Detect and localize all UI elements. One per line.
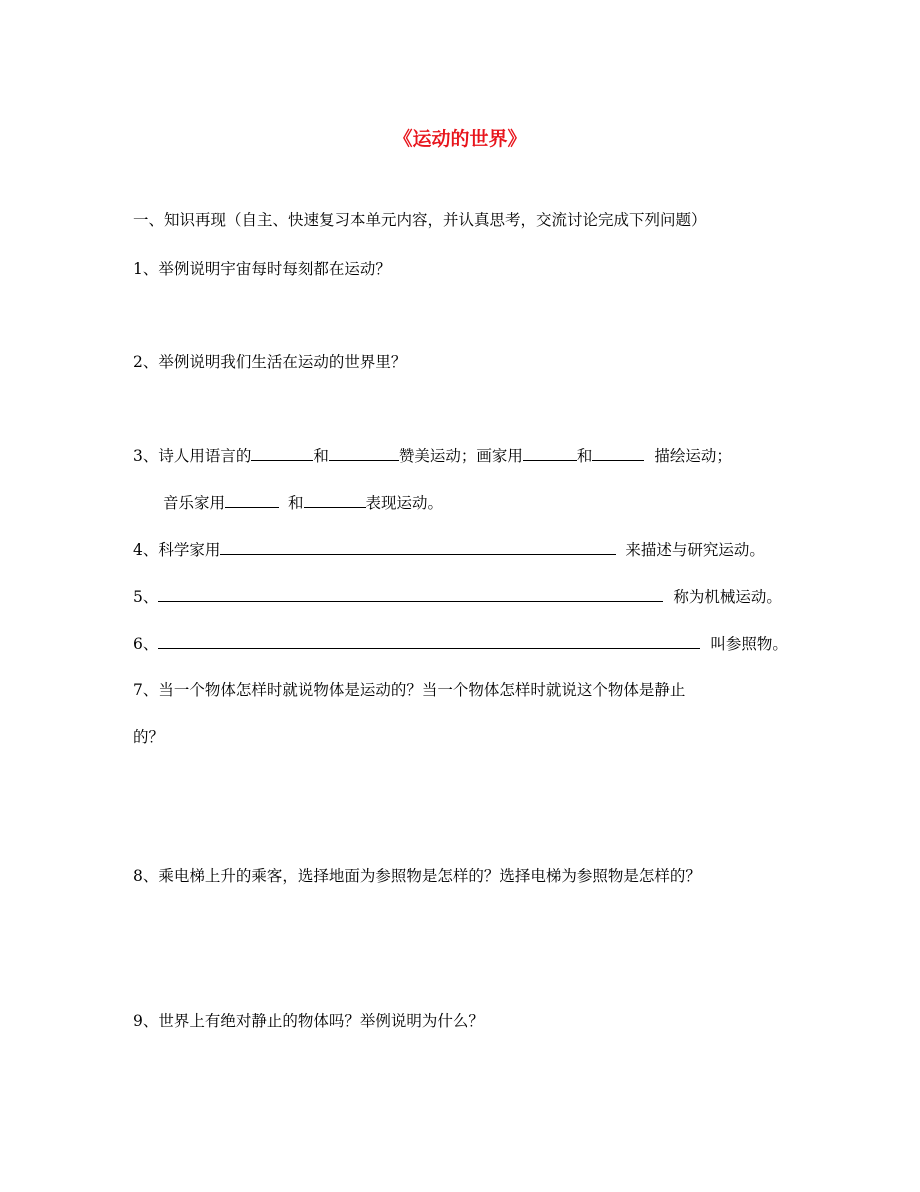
q3-and-2: 和: [576, 447, 593, 465]
q6-prefix: 6、: [133, 635, 159, 653]
question-9: 9、世界上有绝对静止的物体吗？举例说明为什么？: [133, 1012, 484, 1030]
answer-blank[interactable]: [158, 633, 700, 649]
answer-blank[interactable]: [523, 445, 577, 461]
q3-line2-prefix: 音乐家用: [163, 494, 226, 512]
answer-blank[interactable]: [158, 586, 663, 602]
q3-text-3: 描绘运动；: [654, 447, 732, 465]
question-7-line-2: 的？: [133, 728, 165, 746]
question-4: [133, 539, 765, 560]
q3-and-3: 和: [288, 494, 304, 512]
answer-blank[interactable]: [592, 445, 644, 461]
question-3-line-1: [133, 445, 732, 466]
answer-blank[interactable]: [225, 492, 279, 508]
question-3-line-2: [163, 492, 443, 513]
question-5: [133, 586, 782, 607]
q3-text-4: 表现运动。: [365, 494, 444, 512]
q4-suffix: 来描述与研究运动。: [625, 541, 765, 559]
question-1: 1、举例说明宇宙每时每刻都在运动？: [133, 260, 391, 278]
answer-blank[interactable]: [329, 445, 399, 461]
q3-and-1: 和: [313, 447, 329, 465]
answer-blank[interactable]: [251, 445, 313, 461]
question-7-line-1: 7、当一个物体怎样时就说物体是运动的？当一个物体怎样时就说这个物体是静止: [133, 681, 686, 699]
question-8: 8、乘电梯上升的乘客，选择地面为参照物是怎样的？选择电梯为参照物是怎样的？: [133, 867, 701, 885]
answer-blank[interactable]: [220, 539, 616, 555]
section-heading: 一、知识再现（自主、快速复习本单元内容，并认真思考，交流讨论完成下列问题）: [133, 211, 707, 229]
question-6: [133, 633, 788, 654]
q5-prefix: 5、: [133, 588, 159, 606]
q5-suffix: 称为机械运动。: [673, 588, 782, 606]
q4-prefix: 4、科学家用: [133, 541, 221, 559]
question-2: 2、举例说明我们生活在运动的世界里？: [133, 353, 407, 371]
page-title: 《运动的世界》: [393, 128, 527, 150]
q3-text-2: 赞美运动；画家用: [398, 447, 523, 465]
q3-prefix: 3、诗人用语言的: [133, 447, 252, 465]
answer-blank[interactable]: [304, 492, 366, 508]
q6-suffix: 叫参照物。: [710, 635, 788, 653]
